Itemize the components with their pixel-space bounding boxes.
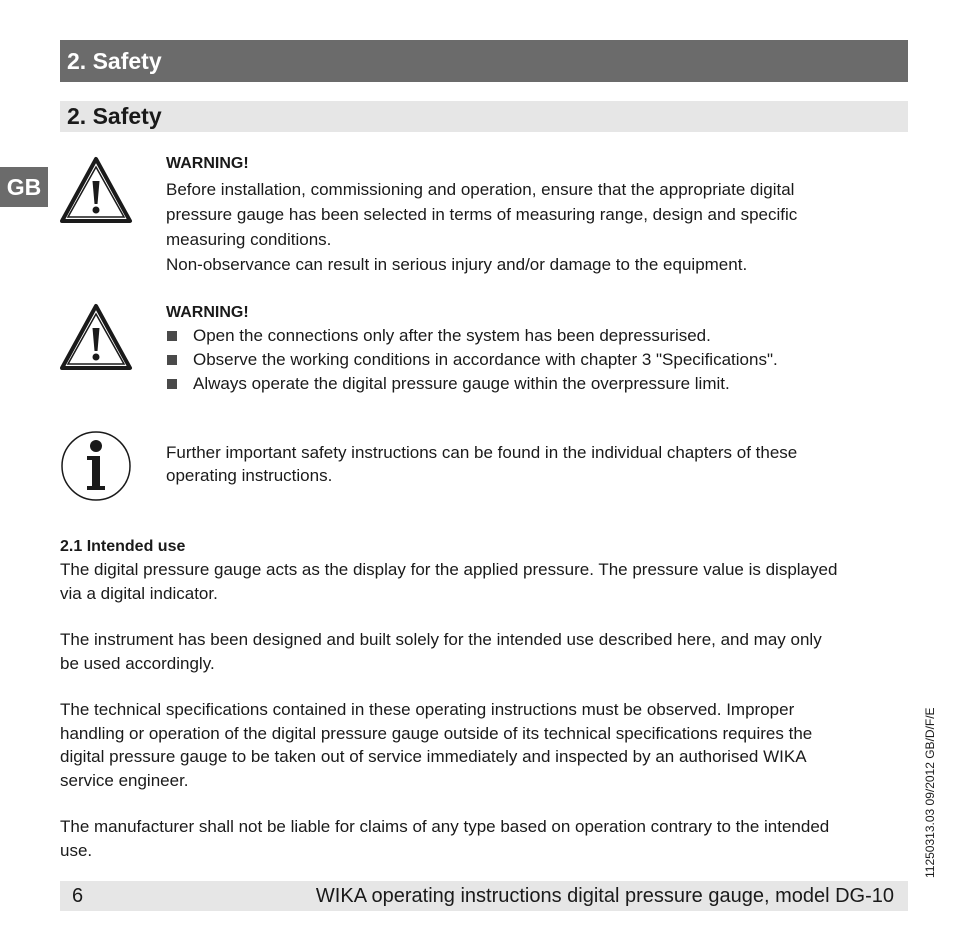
info-line: operating instructions. bbox=[166, 466, 333, 485]
warning-heading: WARNING! bbox=[166, 304, 249, 321]
paragraph: The digital pressure gauge acts as the display for the applied pressure. The pressure value is displayed via a digital indicator. bbox=[60, 560, 838, 603]
chapter-title-bar bbox=[60, 40, 908, 82]
page-number: 6 bbox=[72, 885, 84, 907]
subsection-heading: 2.1 Intended use bbox=[60, 538, 186, 555]
list-item: Always operate the digital pressure gauge within the overpressure limit. bbox=[166, 372, 886, 396]
warning-line: Non-observance can result in serious injury and/or damage to the equipment. bbox=[166, 255, 748, 274]
square-bullet-icon bbox=[167, 379, 177, 389]
page-footer bbox=[60, 881, 908, 911]
document-code: 11250313.03 09/2012 GB/D/F/E bbox=[923, 707, 937, 878]
info-line: Further important safety instructions can be found in the individual chapters of these bbox=[166, 443, 798, 462]
warning-line: Before installation, commissioning and operation, ensure that the appropriate digital bbox=[166, 180, 795, 199]
chapter-title: 2. Safety bbox=[67, 48, 162, 74]
warning-heading: WARNING! bbox=[166, 155, 249, 172]
info-text bbox=[166, 441, 886, 487]
paragraph: The manufacturer shall not be liable for claims of any type based on operation contrary to the intended use. bbox=[60, 817, 830, 860]
footer-title: WIKA operating instructions digital pressure gauge, model DG-10 bbox=[315, 885, 894, 907]
warning-block-2 bbox=[166, 302, 886, 396]
square-bullet-icon bbox=[167, 355, 177, 365]
warning-text bbox=[166, 177, 886, 277]
warning-triangle-icon bbox=[58, 155, 134, 225]
paragraph: The technical specifications contained in these operating instructions must be observed. Improper handling or operation of the digital pressure gauge outside of its technical specifications requires the digital pressure gauge to be taken out of service immediately and inspected by an authorised WIKA service engineer. bbox=[60, 700, 813, 790]
square-bullet-icon bbox=[167, 331, 177, 341]
section-title-bar bbox=[60, 101, 908, 132]
list-item: Observe the working conditions in accordance with chapter 3 "Specifications". bbox=[166, 348, 886, 372]
paragraph: The instrument has been designed and built solely for the intended use described here, and may only be used accordingly. bbox=[60, 630, 822, 673]
language-tab: GB bbox=[0, 167, 48, 207]
warning-line: measuring conditions. bbox=[166, 230, 332, 249]
info-icon bbox=[60, 430, 132, 502]
warning-block-1 bbox=[166, 153, 886, 277]
warning-list bbox=[166, 324, 886, 396]
list-item: Open the connections only after the system has been depressurised. bbox=[166, 324, 886, 348]
section-title: 2. Safety bbox=[67, 103, 162, 129]
warning-triangle-icon bbox=[58, 302, 134, 372]
warning-line: pressure gauge has been selected in terms of measuring range, design and specific bbox=[166, 205, 798, 224]
